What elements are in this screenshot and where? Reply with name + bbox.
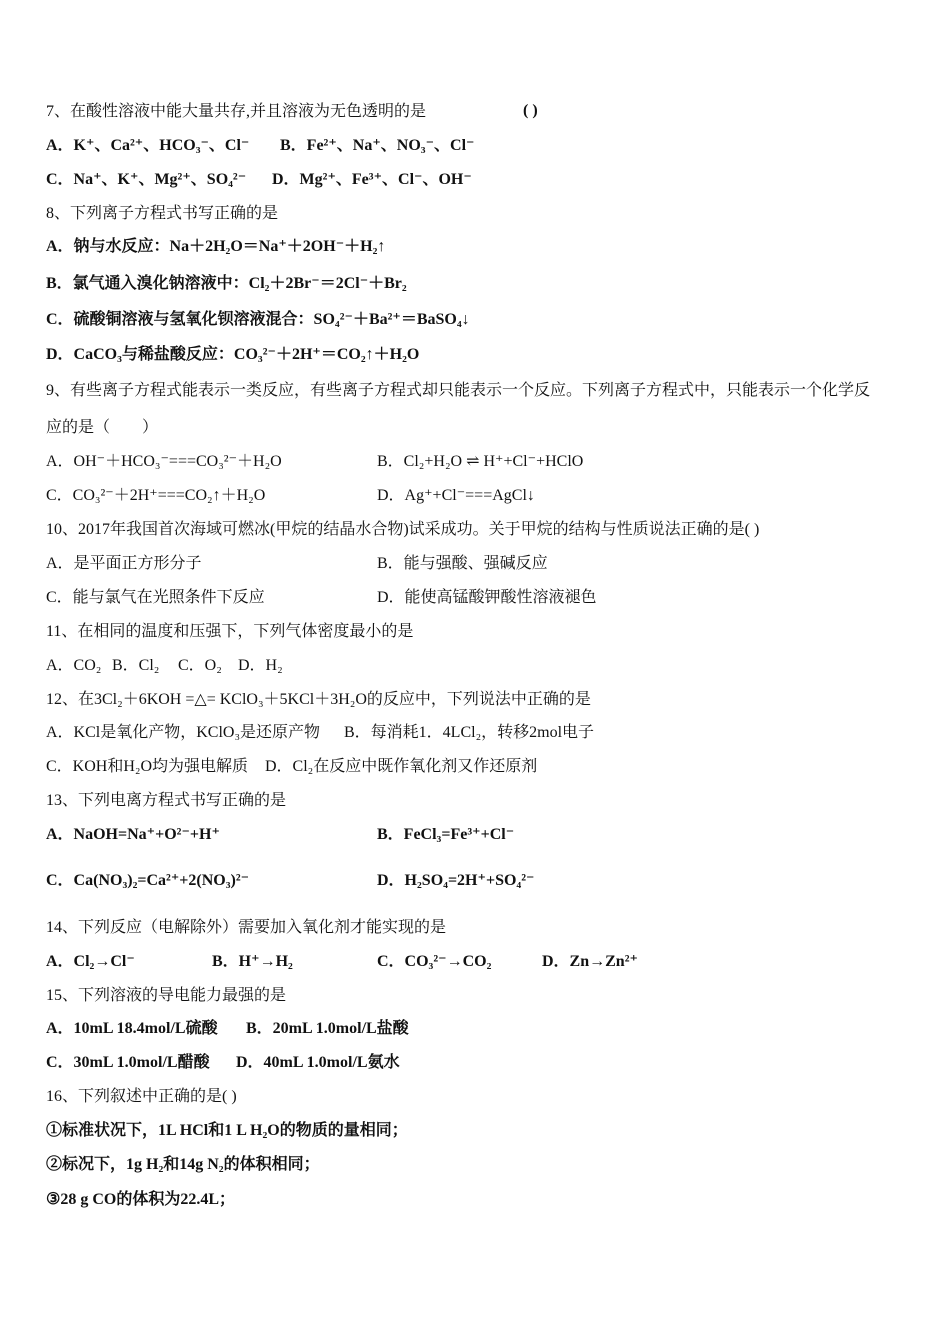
question-stem: 16、下列叙述中正确的是( )	[46, 1088, 237, 1105]
option-c: C．CO₃²⁻＋2H⁺===CO₂↑＋H₂O	[46, 487, 266, 504]
option-a: A．K⁺、Ca²⁺、HCO₃⁻、Cl⁻	[46, 137, 250, 154]
statement-2: ②标况下，1g H₂和14g N₂的体积相同；	[46, 1156, 320, 1173]
question-stem: 15、下列溶液的导电能力最强的是	[46, 987, 287, 1004]
option-d: D．Ag⁺+Cl⁻===AgCl↓	[377, 487, 535, 504]
option-d: D．CaCO₃与稀盐酸反应：CO₃²⁻＋2H⁺＝CO₂↑＋H₂O	[46, 346, 420, 363]
option-d: D．H₂	[238, 657, 283, 674]
option-a: A．是平面正方形分子	[46, 555, 202, 572]
option-d: D．能使高锰酸钾酸性溶液褪色	[377, 589, 597, 606]
option-c: C．Ca(NO₃)₂=Ca²⁺+2(NO₃)²⁻	[46, 872, 250, 889]
option-b: B．能与强酸、强碱反应	[377, 555, 548, 572]
option-a: A．OH⁻＋HCO₃⁻===CO₃²⁻＋H₂O	[46, 453, 282, 470]
question-stem-continued: 应的是（ ）	[46, 419, 159, 436]
option-c: C．30mL 1.0mol/L醋酸	[46, 1054, 210, 1071]
question-stem: 12、在3Cl₂＋6KOH =△= KClO₃＋5KCl＋3H₂O的反应中，下列说法中正确的是	[46, 691, 591, 708]
question-stem: 10、2017年我国首次海域可燃冰(甲烷的结晶水合物)试采成功。关于甲烷的结构与性质说法正确的是( )	[46, 521, 760, 538]
option-b: B．Cl₂+H₂O ⇌ H⁺+Cl⁻+HClO	[377, 453, 584, 470]
answer-blank: ( )	[523, 102, 538, 119]
option-d: D．Zn→Zn²⁺	[542, 953, 638, 970]
option-b: B．Cl₂	[112, 657, 160, 674]
question-stem: 14、下列反应（电解除外）需要加入氧化剂才能实现的是	[46, 919, 447, 936]
option-c: C．能与氯气在光照条件下反应	[46, 589, 265, 606]
option-b: B．FeCl₃=Fe³⁺+Cl⁻	[377, 826, 515, 843]
option-a: A．KCl是氧化产物，KClO₃是还原产物	[46, 724, 321, 741]
option-c: C．O₂	[178, 657, 222, 674]
option-a: A．Cl₂→Cl⁻	[46, 953, 135, 970]
option-c: C．硫酸铜溶液与氢氧化钡溶液混合：SO₄²⁻＋Ba²⁺＝BaSO₄↓	[46, 311, 470, 328]
question-stem: 7、在酸性溶液中能大量共存,并且溶液为无色透明的是	[46, 103, 427, 120]
question-stem: 11、在相同的温度和压强下，下列气体密度最小的是	[46, 623, 414, 640]
statement-3: ③28 g CO的体积为22.4L；	[46, 1191, 236, 1208]
option-a: A．CO₂	[46, 657, 102, 674]
option-a: A．钠与水反应：Na＋2H₂O＝Na⁺＋2OH⁻＋H₂↑	[46, 238, 386, 255]
option-d: D．Cl₂在反应中既作氧化剂又作还原剂	[265, 758, 538, 775]
option-b: B．氯气通入溴化钠溶液中：Cl₂＋2Br⁻＝2Cl⁻＋Br₂	[46, 275, 407, 292]
option-d: D．40mL 1.0mol/L氨水	[236, 1054, 400, 1071]
option-b: B．Fe²⁺、Na⁺、NO₃⁻、Cl⁻	[280, 137, 475, 154]
option-b: B．H⁺→H₂	[212, 953, 293, 970]
option-b: B．每消耗1．4LCl₂，转移2mol电子	[344, 724, 595, 741]
option-a: A．NaOH=Na⁺+O²⁻+H⁺	[46, 826, 220, 843]
option-c: C．CO₃²⁻→CO₂	[377, 953, 492, 970]
option-d: D．H₂SO₄=2H⁺+SO₄²⁻	[377, 872, 535, 889]
statement-1: ①标准状况下，1L HCl和1 L H₂O的物质的量相同；	[46, 1122, 408, 1139]
option-d: D．Mg²⁺、Fe³⁺、Cl⁻、OH⁻	[272, 171, 472, 188]
question-stem: 8、下列离子方程式书写正确的是	[46, 205, 279, 222]
option-b: B．20mL 1.0mol/L盐酸	[246, 1020, 409, 1037]
option-c: C．KOH和H₂O均为强电解质	[46, 758, 249, 775]
question-stem: 9、有些离子方程式能表示一类反应，有些离子方程式却只能表示一个反应。下列离子方程式中，只能表示一个化学反	[46, 382, 871, 399]
option-a: A．10mL 18.4mol/L硫酸	[46, 1020, 218, 1037]
question-stem: 13、下列电离方程式书写正确的是	[46, 792, 287, 809]
option-c: C．Na⁺、K⁺、Mg²⁺、SO₄²⁻	[46, 171, 247, 188]
